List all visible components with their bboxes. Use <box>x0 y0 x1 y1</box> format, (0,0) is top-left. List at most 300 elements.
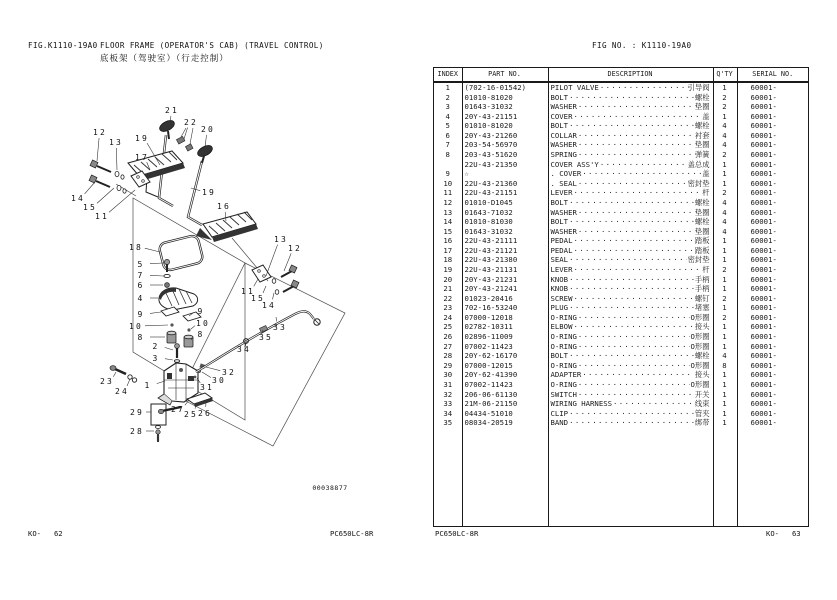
cell-serial: 60001- <box>750 197 777 207</box>
callout-number: 4 <box>137 294 145 303</box>
callout-number: 33 <box>272 323 288 332</box>
seal-18-shape <box>158 235 204 272</box>
cell-qty: 4 <box>722 130 727 140</box>
cell-serial: 60001- <box>750 379 777 389</box>
bushings-8-shape <box>167 331 193 347</box>
cell-serial: 60001- <box>750 92 777 102</box>
callout-number: 27 <box>170 405 186 414</box>
cell-index: 2 <box>445 92 450 102</box>
callout-leader <box>165 359 173 360</box>
callout-number: 6 <box>137 281 145 290</box>
cell-serial: 60001- <box>750 255 777 265</box>
cell-qty: 2 <box>722 92 727 102</box>
cell-serial: 60001- <box>750 303 777 313</box>
cell-index: 22 <box>443 293 453 303</box>
cell-part-no: 07002-11423 <box>464 379 513 389</box>
cell-serial: 60001- <box>750 130 777 140</box>
cell-qty: 1 <box>722 245 727 255</box>
callout-leader <box>97 188 114 203</box>
cell-index: 33 <box>443 399 453 409</box>
table-row <box>434 131 808 141</box>
cell-index: 16 <box>443 236 453 246</box>
callout-number: 19 <box>134 134 150 143</box>
cell-qty: 2 <box>722 264 727 274</box>
table-row <box>434 370 808 380</box>
cell-qty: 1 <box>722 274 727 284</box>
cell-description: SEAL ····· 密封垫 <box>548 255 713 265</box>
nut-6-shape <box>165 283 170 288</box>
callout-number: 15 <box>82 203 98 212</box>
callout-leader <box>150 263 163 264</box>
cell-index: 10 <box>443 178 453 188</box>
cell-description: CLIP ····· 管夹 <box>548 409 713 419</box>
cell-description: KNOB ····· 手柄 <box>548 284 713 294</box>
cell-description: SPRING ····· 弹簧 <box>548 150 713 160</box>
cell-qty: 2 <box>722 293 727 303</box>
table-row <box>434 227 808 237</box>
cell-qty: 1 <box>722 169 727 179</box>
cell-serial: 60001- <box>750 150 777 160</box>
callout-number: 12 <box>92 128 108 137</box>
cell-index: 21 <box>443 284 453 294</box>
cell-description: BOLT ····· 螺栓 <box>548 198 713 208</box>
table-row <box>434 217 808 227</box>
cell-description: . COVER ····· 盖 <box>548 169 713 179</box>
fig-no: FIG NO. : K1110-19A0 <box>592 41 692 50</box>
callout-number: 23 <box>99 377 115 386</box>
table-header-row <box>434 68 808 83</box>
callout-number: 14 <box>261 301 277 310</box>
table-row <box>434 150 808 160</box>
cell-qty: 2 <box>722 150 727 160</box>
cell-qty: 1 <box>722 408 727 418</box>
cell-index: 5 <box>445 121 450 131</box>
cell-index: 31 <box>443 379 453 389</box>
col-header-serial-no: SERIAL NO. <box>752 70 794 78</box>
cell-index: 13 <box>443 207 453 217</box>
cell-description: BOLT ····· 螺栓 <box>548 93 713 103</box>
cell-index: 17 <box>443 245 453 255</box>
cell-description: SCREW ····· 螺钉 <box>548 294 713 304</box>
col-header-description: DESCRIPTION <box>607 70 653 78</box>
cell-serial: 60001- <box>750 178 777 188</box>
drawing-number: 00038877 <box>312 484 348 492</box>
figure-title-cn: 底板架（驾驶室）（行走控制） <box>100 54 229 64</box>
callout-leader <box>145 248 160 252</box>
cell-part-no: 22U-43-21131 <box>464 264 518 274</box>
cell-part-no: (702-16-01542) <box>464 83 527 92</box>
cell-serial: 60001- <box>750 274 777 284</box>
cell-description: KNOB ····· 手柄 <box>548 275 713 285</box>
cell-serial: 60001- <box>750 121 777 131</box>
cell-part-no: 22U-43-21350 <box>464 159 518 169</box>
cell-index: 3 <box>445 102 450 112</box>
cell-part-no: 02896-11009 <box>464 332 513 342</box>
elbow-23-shape <box>110 366 126 374</box>
cell-part-no: 01010-81020 <box>464 121 513 131</box>
cell-qty: 1 <box>722 322 727 332</box>
cell-index: 26 <box>443 332 453 342</box>
cell-qty: 1 <box>722 83 727 92</box>
table-row <box>434 380 808 390</box>
cell-part-no: 22U-43-21360 <box>464 178 518 188</box>
callout-number: 22 <box>183 118 199 127</box>
callout-number: 20 <box>200 125 216 134</box>
callout-number: 15 <box>250 294 266 303</box>
cell-serial: 60001- <box>750 102 777 112</box>
cell-serial: 60001- <box>750 332 777 342</box>
table-row <box>434 361 808 371</box>
cell-part-no: 20Y-43-21151 <box>464 111 518 121</box>
callout-leader <box>191 326 195 329</box>
cell-index: 28 <box>443 351 453 361</box>
cell-part-no: 07002-11423 <box>464 341 513 351</box>
callout-number: 9 <box>197 307 205 316</box>
cell-index: 14 <box>443 217 453 227</box>
callout-number: 9 <box>137 310 145 319</box>
table-row <box>434 93 808 103</box>
cell-serial: 60001- <box>750 264 777 274</box>
cell-description: ADAPTER ····· 接头 <box>548 370 713 380</box>
callout-leader <box>184 128 188 139</box>
cell-index: 27 <box>443 341 453 351</box>
column-divider <box>548 68 549 526</box>
col-header-index: INDEX <box>437 70 458 78</box>
cell-part-no: 08034-20519 <box>464 418 513 428</box>
cell-description: WASHER ····· 垫圈 <box>548 102 713 112</box>
bolts-12-14-left-shape <box>89 160 126 193</box>
cell-qty: 4 <box>722 197 727 207</box>
callout-leader <box>150 275 163 276</box>
cell-serial: 60001- <box>750 226 777 236</box>
cell-serial: 60001- <box>750 360 777 370</box>
cell-serial: 60001- <box>750 370 777 380</box>
callout-number: 18 <box>128 243 144 252</box>
callout-leader <box>127 379 130 386</box>
table-row <box>434 409 808 419</box>
cell-index: 30 <box>443 370 453 380</box>
table-row <box>434 102 808 112</box>
cell-part-no: 21M-06-21150 <box>464 399 518 409</box>
cell-part-no: 702-16-53240 <box>464 303 518 313</box>
rod-19-right-shape <box>188 161 202 225</box>
cell-index: 4 <box>445 111 450 121</box>
callout-number: 10 <box>195 319 211 328</box>
cell-part-no: 20Y-43-21241 <box>464 284 518 294</box>
cover-4-shape <box>159 288 198 310</box>
cell-qty: 4 <box>722 140 727 150</box>
table-row <box>434 179 808 189</box>
table-row <box>434 208 808 218</box>
cell-part-no: ☆ <box>464 169 469 179</box>
cell-description: PILOT VALVE ····· 引导阀 <box>548 83 713 93</box>
cell-index: 15 <box>443 226 453 236</box>
bracket-11-right-shape <box>252 265 299 294</box>
cell-part-no: 20Y-62-41390 <box>464 370 518 380</box>
table-row <box>434 418 808 428</box>
cell-serial: 60001- <box>750 418 777 428</box>
cell-serial: 60001- <box>750 293 777 303</box>
cell-part-no: 20Y-62-16170 <box>464 351 518 361</box>
cell-part-no: 01643-31032 <box>464 102 513 112</box>
table-row <box>434 236 808 246</box>
table-row <box>434 160 808 170</box>
cell-description: WASHER ····· 垫圈 <box>548 227 713 237</box>
table-row <box>434 284 808 294</box>
cell-qty: 4 <box>722 226 727 236</box>
washer-7-shape <box>164 274 170 277</box>
cell-serial: 60001- <box>750 236 777 246</box>
cell-description: O-RING ····· O形圈 <box>548 332 713 342</box>
cell-index: 20 <box>443 274 453 284</box>
callout-leader <box>116 148 117 170</box>
table-row <box>434 275 808 285</box>
cell-part-no: 04434-51010 <box>464 408 513 418</box>
table-body <box>434 83 808 428</box>
cell-part-no: 22U-43-21380 <box>464 255 518 265</box>
cell-qty: 4 <box>722 217 727 227</box>
cell-part-no: 22U-43-21111 <box>464 236 518 246</box>
cell-qty: 8 <box>722 360 727 370</box>
cell-index: 1 <box>445 83 450 92</box>
cell-serial: 60001- <box>750 207 777 217</box>
callout-number: 5 <box>137 260 145 269</box>
callout-number: 34 <box>236 345 252 354</box>
cell-index: 29 <box>443 360 453 370</box>
cell-part-no: 206-06-61130 <box>464 389 518 399</box>
callout-leader <box>109 190 135 212</box>
cell-part-no: 01643-31032 <box>464 226 513 236</box>
cell-part-no: 20Y-43-21260 <box>464 130 518 140</box>
callout-number: 17 <box>134 153 150 162</box>
callout-number: 10 <box>128 322 144 331</box>
cell-qty: 1 <box>722 341 727 351</box>
cell-serial: 60001- <box>750 389 777 399</box>
table-row <box>434 246 808 256</box>
cell-serial: 60001- <box>750 408 777 418</box>
callout-leader <box>205 135 207 147</box>
col-header-qty: Q'TY <box>716 70 733 78</box>
cell-part-no: 02782-10311 <box>464 322 513 332</box>
callout-number: 24 <box>114 387 130 396</box>
cell-part-no: 20Y-43-21231 <box>464 274 518 284</box>
cell-qty: 1 <box>722 332 727 342</box>
callout-number: 30 <box>211 376 227 385</box>
cell-qty: 1 <box>722 236 727 246</box>
cell-index: 18 <box>443 255 453 265</box>
cell-description: WASHER ····· 垫圈 <box>548 140 713 150</box>
table-row <box>434 322 808 332</box>
callout-number: 14 <box>70 194 86 203</box>
cell-serial: 60001- <box>750 322 777 332</box>
washer-3-shape <box>174 360 179 363</box>
cell-description: BOLT ····· 螺栓 <box>548 351 713 361</box>
cell-index <box>434 160 462 170</box>
footer-right-model: PC650LC-8R <box>435 529 479 538</box>
table-row <box>434 169 808 179</box>
cell-qty: 1 <box>722 379 727 389</box>
table-row <box>434 332 808 342</box>
cell-qty: 1 <box>722 178 727 188</box>
callout-leader <box>97 138 99 161</box>
parts-diagram <box>0 0 433 540</box>
cell-qty: 1 <box>722 255 727 265</box>
column-divider <box>737 68 738 526</box>
column-divider <box>462 68 463 526</box>
cell-part-no: 01010-81030 <box>464 217 513 227</box>
callout-leader <box>202 372 211 377</box>
callout-number: 19 <box>201 188 217 197</box>
table-row <box>434 351 808 361</box>
cell-description: WIRING HARNESS ····· 线束 <box>548 399 713 409</box>
cell-qty: 4 <box>722 207 727 217</box>
cell-description: COLLAR ····· 衬套 <box>548 131 713 141</box>
cell-qty: 1 <box>722 284 727 294</box>
cell-part-no: 07000-12015 <box>464 360 513 370</box>
table-row <box>434 121 808 131</box>
table-row <box>434 303 808 313</box>
pins-10-shape <box>170 323 190 331</box>
cell-part-no: 01023-20416 <box>464 293 513 303</box>
table-row <box>434 255 808 265</box>
cell-qty: 4 <box>722 121 727 131</box>
bolt-28-shape <box>156 430 160 442</box>
parts-table <box>433 67 809 527</box>
callout-number: 1 <box>144 381 152 390</box>
table-row <box>434 83 808 93</box>
table-row <box>434 140 808 150</box>
cell-part-no: 203-43-51620 <box>464 150 518 160</box>
callout-number: 13 <box>108 138 124 147</box>
cell-index: 12 <box>443 197 453 207</box>
cell-qty: 2 <box>722 312 727 322</box>
cell-index: 34 <box>443 408 453 418</box>
cell-description: COVER ASS'Y ····· 盖总成 <box>548 160 713 170</box>
table-row <box>434 390 808 400</box>
cell-index: 32 <box>443 389 453 399</box>
cell-description: PLUG ····· 堵塞 <box>548 303 713 313</box>
footer-left-model: PC650LC-8R <box>330 529 374 538</box>
cell-description: PEDAL ····· 踏板 <box>548 236 713 246</box>
table-row <box>434 112 808 122</box>
cell-description: LEVER ····· 杆 <box>548 265 713 275</box>
callout-number: 11 <box>94 212 110 221</box>
callout-number: 31 <box>199 383 215 392</box>
table-row <box>434 313 808 323</box>
callout-number: 25 <box>183 410 199 419</box>
cell-description: ELBOW ····· 接头 <box>548 322 713 332</box>
cell-serial: 60001- <box>750 169 777 179</box>
cell-serial: 60001- <box>750 159 777 169</box>
cell-index: 24 <box>443 312 453 322</box>
cell-qty: 1 <box>722 370 727 380</box>
cell-serial: 60001- <box>750 245 777 255</box>
callout-leader <box>266 245 278 276</box>
callout-leader <box>206 367 220 371</box>
cell-serial: 60001- <box>750 341 777 351</box>
fig-label: FIG.K1110-19A0 <box>28 41 98 50</box>
table-row <box>434 399 808 409</box>
callout-number: 21 <box>164 106 180 115</box>
cell-qty: 1 <box>722 159 727 169</box>
callout-number: 26 <box>197 409 213 418</box>
cell-description: COVER ····· 盖 <box>548 112 713 122</box>
callout-leader <box>145 325 168 326</box>
cell-part-no: 22U-43-21121 <box>464 245 518 255</box>
cell-qty: 2 <box>722 188 727 198</box>
cell-serial: 60001- <box>750 111 777 121</box>
callout-leader <box>272 293 274 299</box>
cell-description: LEVER ····· 杆 <box>548 188 713 198</box>
callout-number: 35 <box>258 333 274 342</box>
callout-number: 8 <box>137 333 145 342</box>
cell-part-no: 22U-43-21151 <box>464 188 518 198</box>
cell-index: 9 <box>445 169 450 179</box>
table-row <box>434 188 808 198</box>
cell-serial: 60001- <box>750 140 777 150</box>
cell-qty: 1 <box>722 111 727 121</box>
col-header-part-no: PART NO. <box>488 70 521 78</box>
cell-part-no: 01010-D1045 <box>464 197 513 207</box>
cell-description: WASHER ····· 垫圈 <box>548 208 713 218</box>
pedal-16-shape <box>196 212 258 242</box>
cell-description: BOLT ····· 螺栓 <box>548 217 713 227</box>
cell-serial: 60001- <box>750 399 777 409</box>
callout-number: 28 <box>129 427 145 436</box>
figure-title: FLOOR FRAME (OPERATOR'S CAB) (TRAVEL CONTROL) <box>100 41 324 50</box>
callout-number: 16 <box>216 202 232 211</box>
cell-description: BAND ····· 绑带 <box>548 418 713 428</box>
cell-description: O-RING ····· O形圈 <box>548 313 713 323</box>
cell-serial: 60001- <box>750 188 777 198</box>
cell-part-no: 203-54-56970 <box>464 140 518 150</box>
cell-qty: 1 <box>722 418 727 428</box>
table-row <box>434 265 808 275</box>
footer-left-page-number: KO- 62 <box>28 529 63 538</box>
cell-qty: 1 <box>722 389 727 399</box>
table-row <box>434 342 808 352</box>
cell-index: 23 <box>443 303 453 313</box>
cell-serial: 60001- <box>750 312 777 322</box>
bolt-2-shape <box>175 344 180 358</box>
callout-leader <box>263 286 266 293</box>
cell-description: SWITCH ····· 开关 <box>548 390 713 400</box>
callout-number: 3 <box>152 354 160 363</box>
callout-number: 8 <box>197 330 205 339</box>
cell-index: 6 <box>445 130 450 140</box>
callout-number: 32 <box>221 368 237 377</box>
callout-number: 12 <box>287 244 303 253</box>
cell-serial: 60001- <box>750 83 777 92</box>
cell-serial: 60001- <box>750 217 777 227</box>
cell-description: O-RING ····· O形圈 <box>548 342 713 352</box>
callout-number: 2 <box>152 342 160 351</box>
cell-index: 8 <box>445 150 450 160</box>
cell-description: . SEAL ····· 密封垫 <box>548 179 713 189</box>
cell-description: O-RING ····· O形圈 <box>548 361 713 371</box>
cell-part-no: 01010-81020 <box>464 92 513 102</box>
callout-leader <box>165 347 173 350</box>
callout-leader <box>254 279 258 286</box>
cell-index: 25 <box>443 322 453 332</box>
footer-right-page-number: KO- 63 <box>766 529 801 538</box>
cell-qty: 1 <box>722 399 727 409</box>
callout-number: 29 <box>129 408 145 417</box>
callout-leader <box>150 312 161 313</box>
column-divider <box>713 68 714 526</box>
cell-qty: 1 <box>722 303 727 313</box>
cell-index: 35 <box>443 418 453 428</box>
